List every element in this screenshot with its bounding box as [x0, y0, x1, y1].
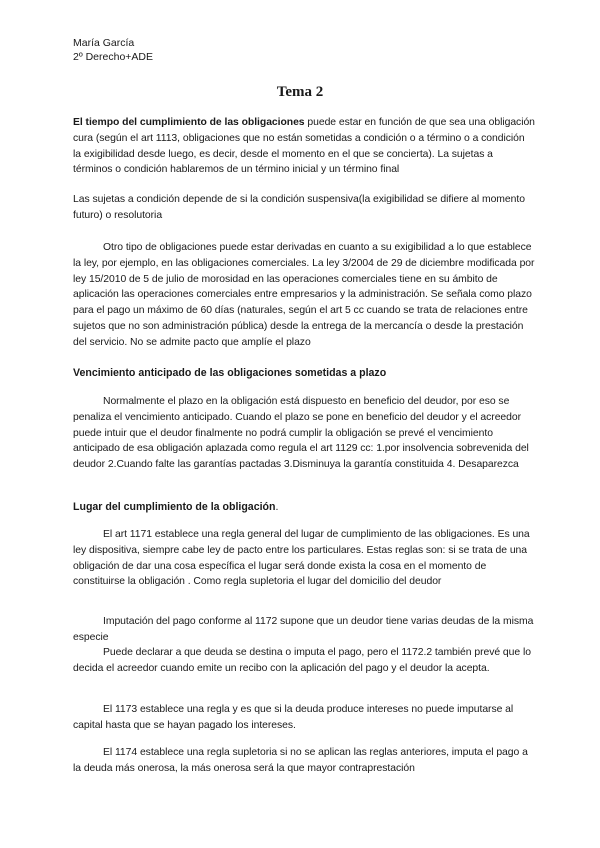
paragraph-tiempo-cumplimiento [73, 115, 535, 178]
heading-period: . [275, 501, 279, 513]
paragraph-condicion: Las sujetas a condición depende de si la condición suspensiva(la exigibilidad se difiere al momento futuro) o resolutoria [73, 194, 525, 221]
paragraph-imputacion: Imputación del pago conforme al 1172 supone que un deudor tiene varias deudas de la misma especie [73, 616, 534, 643]
paragraph-obligaciones-ley: Otro tipo de obligaciones puede estar derivadas en cuanto a su exigibilidad a lo que establece la ley, por ejemplo, en las obligaciones comerciales. La ley 3/2004 de 29 de diciembre modificada por ley 15/2010 de 5 de julio de morosidad en las operaciones comerciales tiene en su ámbito de aplicación las operaciones comerciales entre empresarios y la administración. Se señala como plazo para el pago un máximo de 60 días (naturales, según el art 5 cc cuando se trata de relaciones entre sujetos que no son administración pública) desde la entrega de la mercancía o desde la prestación del servicio. No se admite pacto que amplíe el plazo [73, 242, 535, 348]
heading-vencimiento-anticipado: Vencimiento anticipado de las obligaciones sometidas a plazo [73, 367, 387, 379]
paragraph-text: puede estar en función de que sea una obligación cura (según el art 1113, obligaciones que no están sometidas a condición o a término o a condición la exigibilidad desde luego, es decir, desde el momento en el que se concierta). La sujetas a términos o condición hablaremos de un término inicial y un término final [73, 117, 535, 176]
heading-text: Lugar del cumplimiento de la obligación [73, 501, 276, 513]
document-title: Tema 2 [276, 84, 324, 100]
paragraph-1173: El 1173 establece una regla y es que si la deuda produce intereses no puede imputarse al capital hasta que se hayan pagado los intereses. [73, 704, 514, 731]
author-course: 2º Derecho+ADE [73, 51, 154, 63]
author-name: María García [73, 37, 135, 49]
paragraph-vencimiento: Normalmente el plazo en la obligación está dispuesto en beneficio del deudor, por eso se penaliza el vencimiento anticipado. Cuando el plazo se pone en beneficio del deudor y el acreedor puede intuir que el deudor finalmente no podrá cumplir la obligación se prevé el vencimiento anticipado de esa obligación aplazada como regula el art 1129 cc: 1.por insolvencia sobrevenida del deudor 2.Cuando falte las garantías pactadas 3.Disminuya la garantía constituida 4. Desaparezca [73, 396, 529, 471]
author-block [73, 36, 153, 64]
paragraph-lead-bold: El tiempo del cumplimiento de las obligaciones [73, 117, 305, 128]
paragraph-declarar-deuda: Puede declarar a que deuda se destina o imputa el pago, pero el 1172.2 también prevé que lo decida el acreedor cuando emite un recibo con la aplicación del pago y el deudor la acepta. [73, 647, 531, 674]
heading-lugar-cumplimiento [73, 501, 278, 513]
paragraph-lugar: El art 1171 establece una regla general del lugar de cumplimiento de las obligaciones. Es una ley dispositiva, siempre cabe ley de pacto entre los particulares. Estas reglas son: si se trata de una obligación de dar una cosa específica el lugar será donde exista la cosa en el momento de constituirse la obligación . Como regla supletoria el lugar del domicilio del deudor [73, 529, 530, 588]
paragraph-1174: El 1174 establece una regla supletoria si no se aplican las reglas anteriores, imputa el pago a la deuda más onerosa, la más onerosa será la que mayor contraprestación [73, 747, 528, 774]
